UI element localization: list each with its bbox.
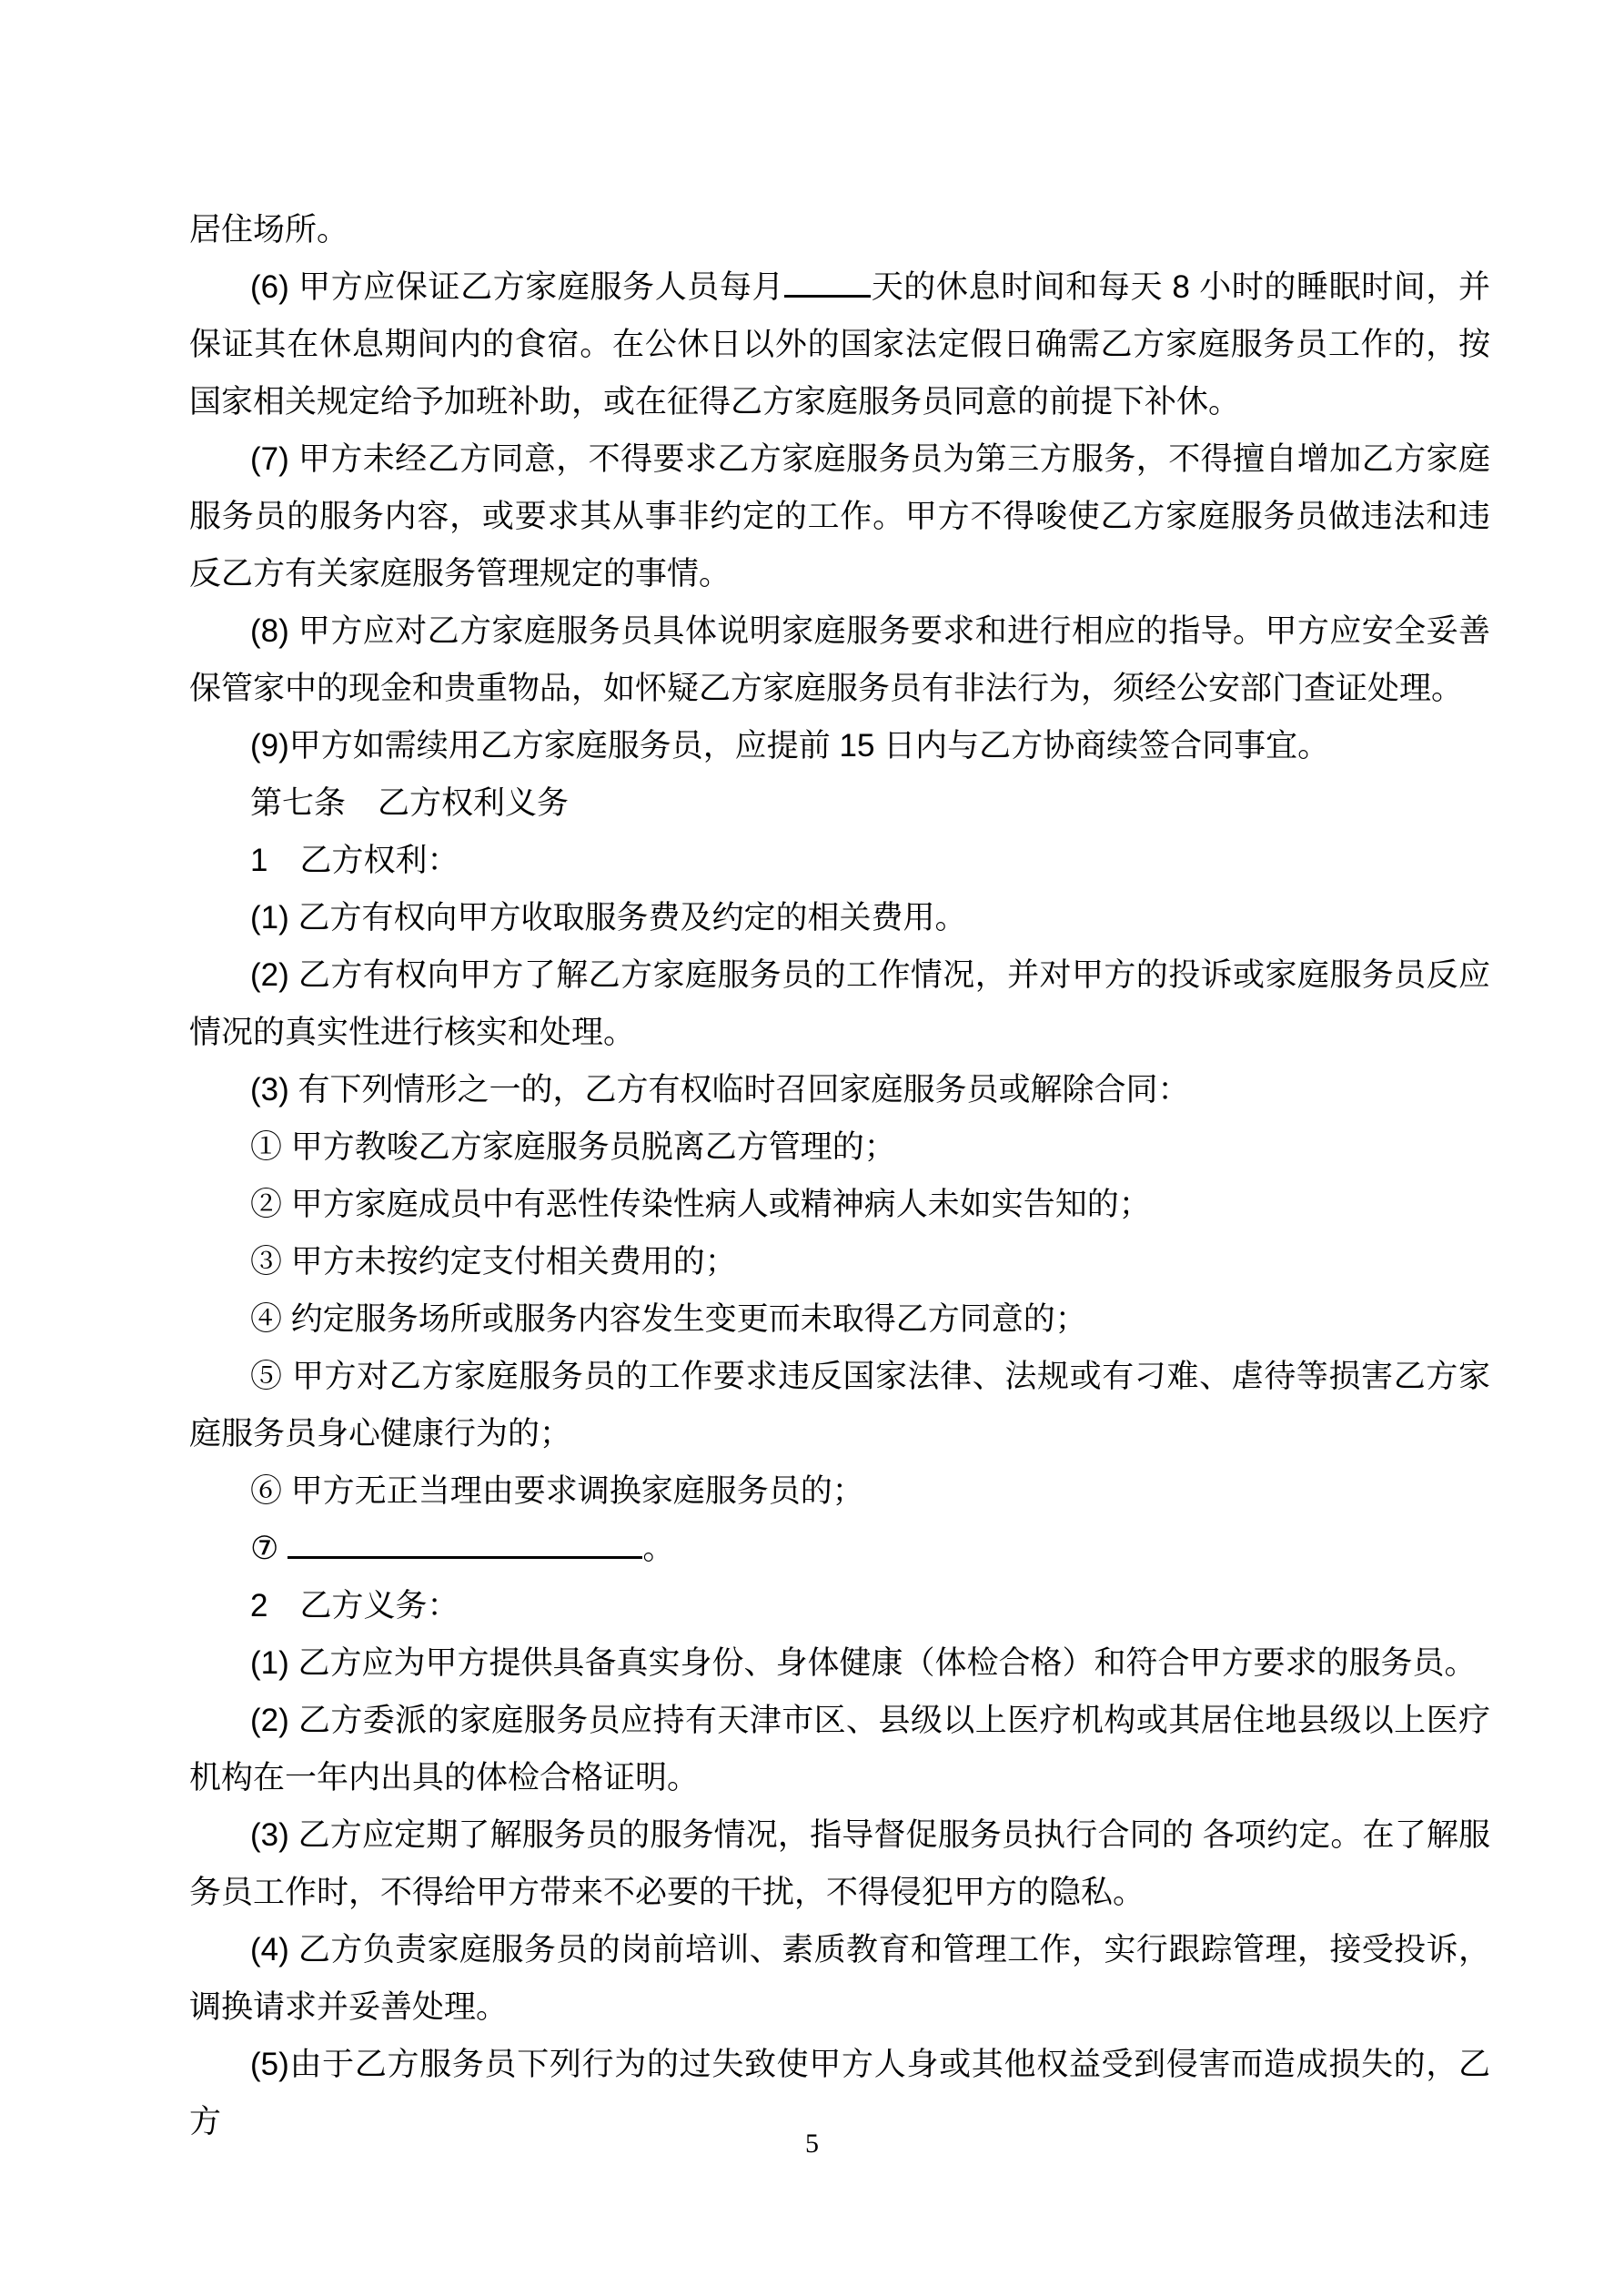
contract-body-text: [189, 201, 1490, 2150]
circled-7-marker: ⑦: [250, 1531, 279, 1566]
section-1-item-3: (3) 有下列情形之一的，乙方有权临时召回家庭服务员或解除合同：: [250, 1072, 1190, 1108]
section-2-item-2: (2) 乙方委派的家庭服务员应持有天津市区、县级以上医疗机构或其居住地县级以上医疗机构在一年内出具的体检合格证明。: [189, 1703, 1490, 1795]
section-1-circled-item-1: ① 甲方教唆乙方家庭服务员脱离乙方管理的；: [250, 1129, 896, 1165]
section-1-item-2: (2) 乙方有权向甲方了解乙方家庭服务员的工作情况，并对甲方的投诉或家庭服务员反应情况的真实性进行核实和处理。: [189, 957, 1490, 1050]
fill-in-blank-other-condition[interactable]: [287, 1529, 642, 1559]
clause-6-text-after: 天的休息时间和每天 8 小时的睡眠时间，并保证其在休息期间内的食宿。在公休日以外的国家法定假日确需乙方家庭服务员工作的，按国家相关规定给予加班补助，或在征得乙方家庭服务员同意的前提下补休。: [189, 269, 1490, 420]
section-2-item-3: (3) 乙方应定期了解服务员的服务情况，指导督促服务员执行合同的 各项约定。在了解服务员工作时，不得给甲方带来不必要的干扰，不得侵犯甲方的隐私。: [189, 1817, 1490, 1910]
section-1-circled-item-4: ④ 约定服务场所或服务内容发生变更而未取得乙方同意的；: [250, 1301, 1087, 1337]
section-1-item-1: (1) 乙方有权向甲方收取服务费及约定的相关费用。: [250, 900, 967, 936]
section-1-circled-item-6: ⑥ 甲方无正当理由要求调换家庭服务员的；: [250, 1473, 864, 1509]
section-1-heading: 1 乙方权利：: [250, 843, 459, 878]
clause-9-paragraph: (9)甲方如需续用乙方家庭服务员，应提前 15 日内与乙方协商续签合同事宜。: [250, 728, 1330, 764]
fill-in-blank-rest-days[interactable]: [784, 268, 871, 298]
section-2-item-4: (4) 乙方负责家庭服务员的岗前培训、素质教育和管理工作，实行跟踪管理，接受投诉，调换请求并妥善处理。: [189, 1932, 1490, 2025]
article-7-heading: 第七条 乙方权利义务: [250, 785, 570, 821]
page-number: 5: [805, 2129, 819, 2159]
clause-8-paragraph: (8) 甲方应对乙方家庭服务员具体说明家庭服务要求和进行相应的指导。甲方应安全妥善保管家中的现金和贵重物品，如怀疑乙方家庭服务员有非法行为，须经公安部门查证处理。: [189, 613, 1490, 706]
section-2-item-1: (1) 乙方应为甲方提供具备真实身份、身体健康（体检合格）和符合甲方要求的服务员。: [250, 1645, 1477, 1681]
clause-7-paragraph: (7) 甲方未经乙方同意，不得要求乙方家庭服务员为第三方服务，不得擅自增加乙方家庭服务员的服务内容，或要求其从事非约定的工作。甲方不得唆使乙方家庭服务员做违法和违反乙方有关家庭服务管理规定的事情。: [189, 441, 1490, 592]
section-2-heading: 2 乙方义务：: [250, 1588, 459, 1623]
section-1-circled-item-2: ② 甲方家庭成员中有恶性传染性病人或精神病人未如实告知的；: [250, 1187, 1151, 1222]
section-1-circled-item-3: ③ 甲方未按约定支付相关费用的；: [250, 1244, 737, 1279]
clause-6-paragraph: [189, 258, 1490, 430]
circled-7-period: 。: [642, 1531, 675, 1566]
section-1-circled-item-7: [189, 1520, 1490, 1577]
section-1-circled-item-5: ⑤ 甲方对乙方家庭服务员的工作要求违反国家法律、法规或有刁难、虐待等损害乙方家庭服务员身心健康行为的；: [189, 1359, 1490, 1451]
clause-6-text-before: (6) 甲方应保证乙方家庭服务人员每月: [250, 269, 785, 305]
carryover-line: 居住场所。: [189, 212, 349, 248]
section-2-item-5: (5)由于乙方服务员下列行为的过失致使甲方人身或其他权益受到侵害而造成损失的，乙方: [189, 2047, 1490, 2139]
